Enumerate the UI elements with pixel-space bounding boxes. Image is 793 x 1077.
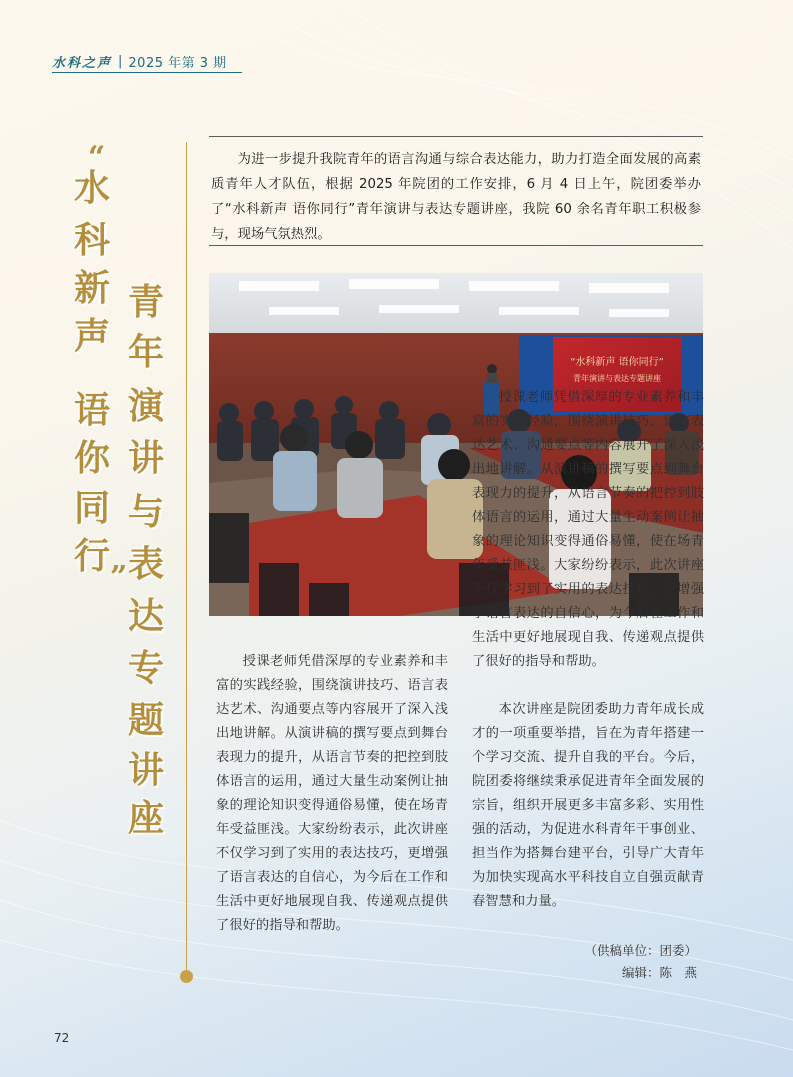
running-header bbox=[52, 50, 242, 73]
body-column-left bbox=[216, 650, 448, 933]
body-paragraph: 本次讲座是院团委助力青年成长成才的一项重要举措，旨在为青年搭建一个学习交流、提升自我的平台。今后，院团委将继续秉承促进青年全面发展的宗旨，组织开展更多丰富多彩、实用性强的活动，为促进水科青年干事创业、担当作为搭舞台建平台，引导广大青年为加快实现高水平科技自立自强贡献青春智慧和力量。 bbox=[472, 702, 704, 909]
body-paragraph-continued bbox=[472, 390, 704, 698]
body-column-right bbox=[472, 390, 704, 914]
title-char: 语 bbox=[74, 389, 111, 431]
title-char: 讲 bbox=[128, 437, 165, 479]
editor-line: 编辑：陈 燕 bbox=[621, 965, 697, 980]
title-char: 与 bbox=[128, 491, 165, 533]
title-char: 科 bbox=[74, 219, 111, 261]
body-paragraph-tail: 授课老师凭借深厚的专业素养和丰富的实践经验，围绕演讲技巧、语言表达艺术、沟通要点等内容展开了深入浅出地讲解。从演讲稿的撰写要点到舞台表现力的提升，从语言节奏的把控到肢体语言的运用，通过大量生动案例让抽象的理论知识变得通俗易懂，使在场青年受益匪浅。大家纷纷表示，此次讲座不仅学习到了实用的表达技巧，更增强了语言表达的自信心，为今后在工作和生活中更好地展现自我、传递观点提供了很好的指导和帮助。 bbox=[472, 390, 704, 669]
title-char: 青 bbox=[128, 281, 165, 323]
intro-box bbox=[209, 136, 703, 246]
title-char: 演 bbox=[128, 385, 165, 427]
screen-title: “水科新声 语你同行” bbox=[570, 357, 664, 368]
title-open-quote: “ bbox=[88, 140, 106, 175]
title-char: 表 bbox=[128, 543, 165, 585]
title-char: 声 bbox=[74, 315, 111, 357]
article-credit bbox=[584, 940, 697, 984]
page-number: 72 bbox=[54, 1031, 70, 1045]
magazine-brand: 水科之声 bbox=[52, 55, 113, 71]
title-char: 新 bbox=[74, 267, 111, 309]
screen-subtitle: 青年演讲与表达专题讲座 bbox=[573, 374, 661, 383]
title-char: 达 bbox=[128, 595, 165, 637]
title-char: 讲 bbox=[128, 749, 165, 791]
title-char: 专 bbox=[128, 647, 165, 689]
decorative-vertical-rule bbox=[186, 142, 187, 972]
title-char: 行 bbox=[74, 535, 111, 577]
header-separator: | bbox=[118, 53, 123, 69]
source-line: （供稿单位：团委） bbox=[584, 943, 697, 958]
issue-label: 2025 年第 3 期 bbox=[128, 55, 227, 71]
body-paragraph: 授课老师凭借深厚的专业素养和丰富的实践经验，围绕演讲技巧、语言表达艺术、沟通要点等内容展开了深入浅出地讲解。从演讲稿的撰写要点到舞台表现力的提升，从语言节奏的把控到肢体语言的运用，通过大量生动案例让抽象的理论知识变得通俗易懂，使在场青年受益匪浅。大家纷纷表示，此次讲座不仅学习到了实用的表达技巧，更增强了语言表达的自信心，为今后在工作和生活中更好地展现自我、传递观点提供了很好的指导和帮助。 bbox=[216, 654, 448, 933]
title-char: 同 bbox=[74, 487, 111, 529]
title-close-quote: ” bbox=[110, 560, 128, 595]
title-char: 题 bbox=[128, 699, 165, 741]
title-char: 水 bbox=[74, 167, 111, 209]
intro-paragraph: 为进一步提升我院青年的语言沟通与综合表达能力，助力打造全面发展的高素质青年人才队伍，根据 2025 年院团的工作安排，6 月 4 日上午，院团委举办了“水科新声 语你同行”青年演讲与表达专题讲座，我院 60 余名青年职工积极参与，现场气氛热烈。 bbox=[211, 152, 701, 242]
decorative-dot bbox=[180, 970, 193, 983]
title-char: 你 bbox=[74, 437, 111, 479]
title-char: 座 bbox=[128, 797, 165, 839]
title-char: 年 bbox=[128, 331, 165, 373]
